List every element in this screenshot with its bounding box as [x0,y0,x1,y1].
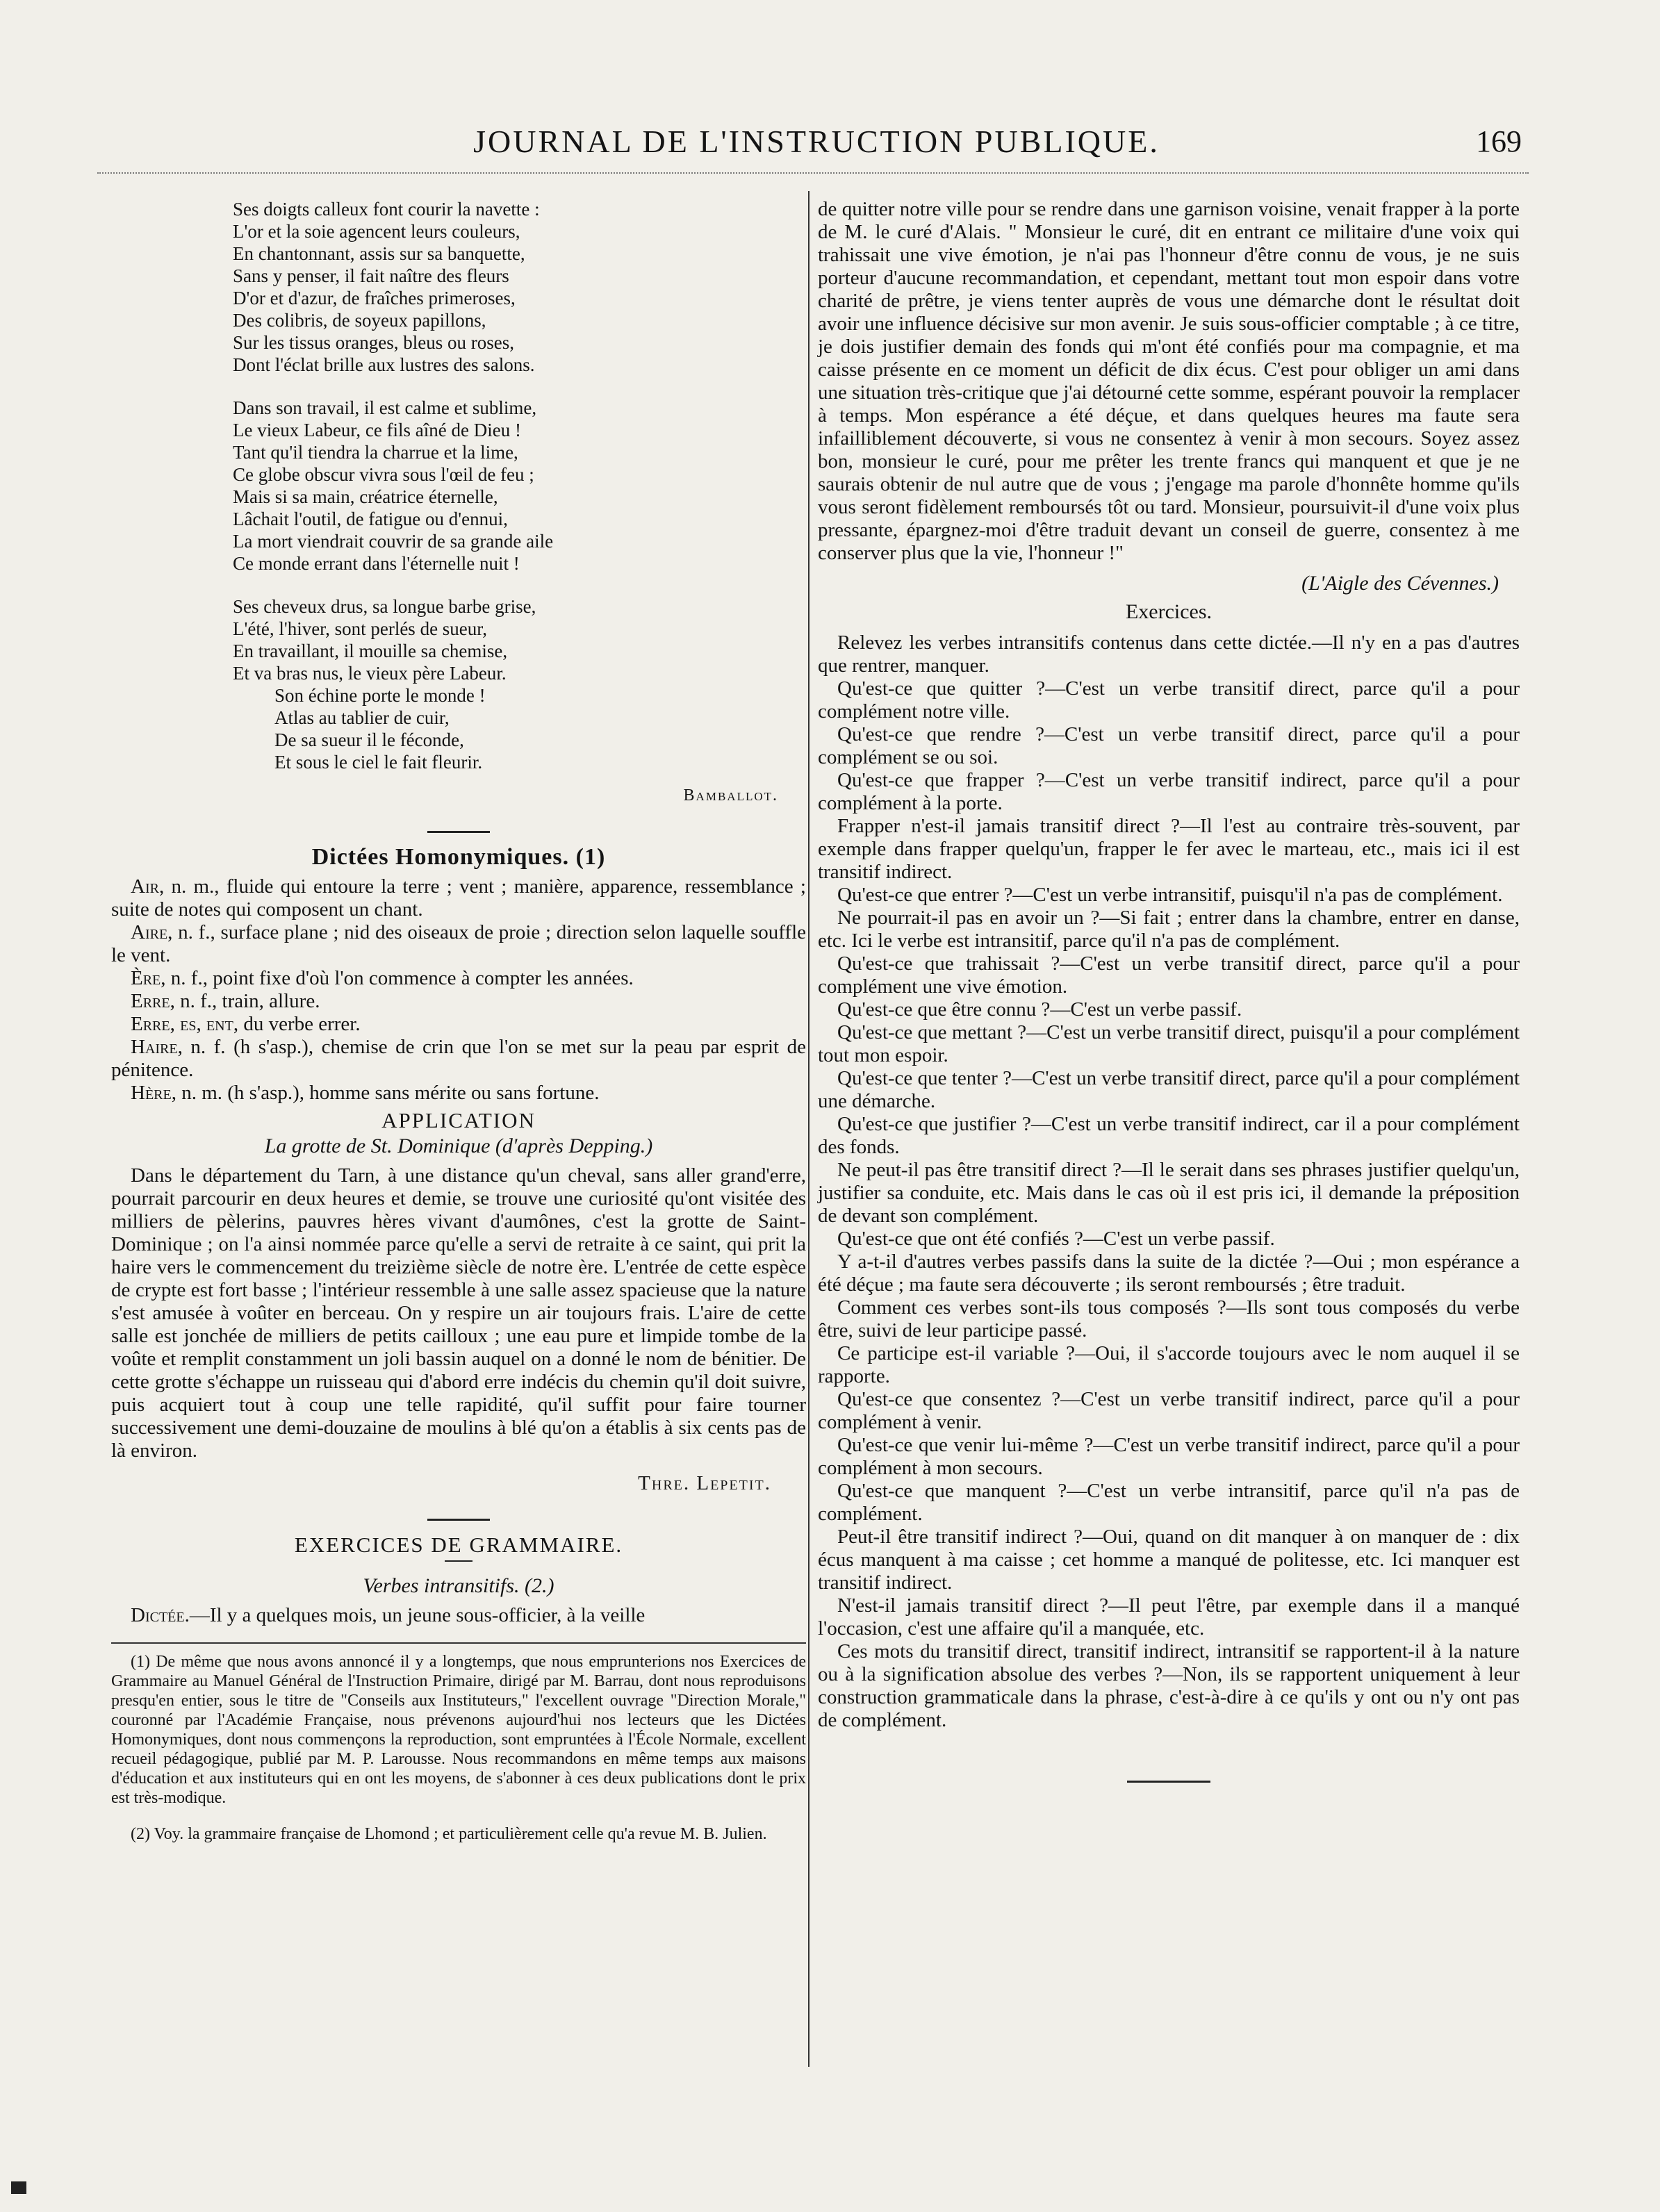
qa-paragraph: Qu'est-ce que rendre ?—C'est un verbe transitif direct, parce qu'il a pour complément se ou soi. [818,723,1520,768]
poem-line: Dont l'éclat brille aux lustres des salons. [233,354,535,375]
corner-mark [11,2181,26,2194]
poem-line: Et sous le ciel le fait fleurir. [274,752,483,773]
poem-line: Son échine porte le monde ! [274,685,486,706]
exercices-title: Exercices. [1125,600,1213,623]
dictees-title: Dictées Homonymiques. (1) [311,844,606,870]
qa-paragraph: Ce participe est-il variable ?—Oui, il s'accorde toujours avec le nom auquel il se rapporte. [818,1342,1520,1387]
entry-term: Air, [131,875,165,898]
poem-line: L'été, l'hiver, sont perlés de sueur, [233,618,487,639]
dictee-continuation: de quitter notre ville pour se rendre dans une garnison voisine, venait frapper à la porte de M. le curé d'Alais. " Monsieur le curé, dit en entrant ce militaire d'une voix qui trahissait une vive émotion, je n'ai pas l'honneur d'être connu de vous, je ne suis porteur d'aucune recommandation, et cependant, mettant tout mon espoir dans votre charité de prêtre, je viens tenter auprès de vous une démarche dont le résultat doit avoir une influence décisive sur mon avenir. Je suis sous-officier comptable ; à ce titre, je dois justifier demain des fonds qui m'ont été confiés pour ma compagnie, et ma caisse présente en ce moment un déficit de dix écus. C'est pour obliger un ami dans une situation très-critique que j'ai détourné cette somme, espérant pouvoir la remplacer à temps. Mon espérance a été déçue, et dans quelques heures ma faute sera infailliblement découverte, si vous ne consentez à venir à mon secours. Soyez assez bon, monsieur le curé, pour me prêter les trente francs qui manquent et que je ne saurais obtenir de nul autre que de vous ; j'engage ma parole d'honnête homme qu'ils vous seront fidèlement remboursés tôt ou tard. Monsieur, poursuivit-il d'une voix plus pressante, épargnez-moi d'être traduit devant un conseil de guerre, consentez à me conserver plus que la vie, l'honneur !" [818,198,1520,564]
poem-line: Des colibris, de soyeux papillons, [233,310,486,331]
dictee-start [111,1604,806,1627]
definition-entry [111,967,806,990]
entry-term: Erre, es, ent, [131,1013,239,1035]
poem-line: En travaillant, il mouille sa chemise, [233,641,508,661]
qa-paragraph: Qu'est-ce que mettant ?—C'est un verbe transitif direct, puisqu'il a pour complément tout mon espoir. [818,1021,1520,1066]
entry-term: Hère, [131,1082,176,1104]
qa-paragraph: Qu'est-ce que justifier ?—C'est un verbe transitif indirect, car il a pour complément des fonds. [818,1113,1520,1158]
grammar-subtitle: Verbes intransitifs. (2.) [363,1574,554,1597]
application-subtitle: La grotte de St. Dominique (d'après Depping.) [264,1134,653,1157]
poem-line: Tant qu'il tiendra la charrue et la lime, [233,442,518,463]
qa-paragraph: Qu'est-ce que venir lui-même ?—C'est un verbe transitif indirect, parce qu'il a pour complément à mon secours. [818,1434,1520,1479]
qa-paragraph: Qu'est-ce que consentez ?—C'est un verbe transitif indirect, parce qu'il a pour complément à venir. [818,1388,1520,1433]
entry-term: Erre, [131,990,175,1012]
title-rule [445,1560,472,1562]
qa-paragraph: Qu'est-ce que ont été confiés ?—C'est un verbe passif. [837,1228,1275,1250]
poem-stanza [233,198,806,376]
entry-term: Aire, [131,921,173,943]
poem-line: Dans son travail, il est calme et sublime, [233,397,537,418]
grammar-title: EXERCICES DE GRAMMAIRE. [294,1533,623,1557]
poem-line: En chantonnant, assis sur sa banquette, [233,243,525,264]
dictee-source: (L'Aigle des Cévennes.) [1301,572,1499,595]
qa-paragraph: Relevez les verbes intransitifs contenus dans cette dictée.—Il n'y en a pas d'autres que rentrer, manquer. [818,632,1520,677]
definition-entry [111,875,806,921]
application-title: APPLICATION [381,1108,536,1132]
qa-paragraph: Qu'est-ce que trahissait ?—C'est un verbe transitif direct, parce qu'il a pour complément une vive émotion. [818,952,1520,998]
poem-line: Sur les tissus oranges, bleus ou roses, [233,332,514,353]
definition-entry [111,921,806,967]
poem-stanza [233,595,806,773]
qa-paragraph: Qu'est-ce que manquent ?—C'est un verbe intransitif, parce qu'il n'a pas de complément. [818,1480,1520,1525]
qa-paragraph: Ne peut-il pas être transitif direct ?—Il le serait dans ses phrases justifier quelqu'un, justifier sa conduite, etc. Mais dans le cas où il est pris ici, il demande la préposition de devant son complément. [818,1159,1520,1227]
definition-entry [111,1082,806,1105]
application-text: Dans le département du Tarn, à une distance qu'un cheval, sans aller grand'erre, pourrait parcourir en deux heures et demie, se trouve une curiosité qu'ont visitée des milliers de pèlerins, pauvres hères vivant d'aumônes, c'est la grotte de Saint-Dominique ; on l'a ainsi nommée parce qu'elle a servi de retraite à ce saint, qui prit la haire vers le commencement du treizième siècle de notre ère. L'entrée de cette espèce de crypte est fort basse ; l'intérieur ressemble à une salle assez spacieuse que la nature s'est amusée à voûter en berceau. On y respire un air toujours frais. L'aire de cette salle est jonchée de milliers de petits cailloux ; une eau pure et limpide tombe de la voûte et remplit constamment un joli bassin auquel on a donné le nom de bénitier. De cette grotte s'échappe un ruisseau qui d'abord erre indécis du chemin qu'il doit suivre, puis acquiert tout à coup une telle rapidité, qu'il suffit pour faire tourner successivement une demi-douzaine de moulins à blé qu'on a établis à six cents pas de là environ. [111,1164,806,1462]
dictee-start-text: —Il y a quelques mois, un jeune sous-officier, à la veille [189,1604,646,1626]
right-column [818,198,1520,1783]
left-column [111,198,806,1860]
dictee-label: Dictée. [131,1604,190,1626]
entry-text: n. f. (h s'asp.), chemise de crin que l'on se met sur la peau par esprit de pénitence. [111,1036,806,1081]
qa-paragraph: Qu'est-ce que quitter ?—C'est un verbe transitif direct, parce qu'il a pour complément notre ville. [818,677,1520,723]
poem-line: Ses doigts calleux font courir la navette : [233,199,540,220]
poem [233,198,806,773]
page-number: 169 [1476,124,1522,158]
footnote: (1) De même que nous avons annoncé il y a longtemps, que nous emprunterions nos Exercices de Grammaire au Manuel Général de l'Instruction Primaire, dirigé par M. Barrau, dont nous reproduisons presqu'en entier, sous le titre de "Conseils aux Instituteurs," l'excellent ouvrage "Direction Morale," couronné par l'Académie Française, nous prévenons aujourd'hui nos lecteurs que les Dictées Homonymiques, dont nous commençons la reproduction, sont empruntées à l'École Normale, excellent recueil pédagogique, publié par M. P. Larousse. Nous recommandons en même temps aux maisons d'éducation et aux instituteurs qui en ont les moyens, de s'abonner à ces deux publications dont le prix est très-modique. [111,1653,806,1807]
qa-paragraph: Frapper n'est-il jamais transitif direct ?—Il l'est au contraire très-souvent, par exemple dans frapper quelqu'un, frapper le fer avec le marteau, etc., mais ici il est transitif indirect. [818,815,1520,883]
poem-line: Atlas au tablier de cuir, [274,707,450,728]
poem-line: Ce monde errant dans l'éternelle nuit ! [233,553,520,574]
poem-line: Ce globe obscur vivra sous l'œil de feu ; [233,464,534,485]
qa-paragraph: Qu'est-ce que frapper ?—C'est un verbe transitif indirect, parce qu'il a pour complément à la porte. [818,769,1520,814]
entry-text: n. f., point fixe d'où l'on commence à compter les années. [165,967,634,989]
application-signature: Thre. Lepetit. [638,1472,771,1494]
entry-term: Haire, [131,1036,183,1058]
poem-line: L'or et la soie agencent leurs couleurs, [233,221,520,242]
entry-term: Ère, [131,967,166,989]
poem-line: Et va bras nus, le vieux père Labeur. [233,663,507,684]
poem-line: D'or et d'azur, de fraîches primeroses, [233,288,516,308]
poem-author: Bamballot. [683,786,778,804]
column-divider [808,191,810,2067]
qa-paragraph: Qu'est-ce que tenter ?—C'est un verbe transitif direct, parce qu'il a pour complément une démarche. [818,1067,1520,1112]
entry-text: n. f., train, allure. [174,990,320,1012]
entry-text: du verbe errer. [238,1013,361,1035]
poem-line: Lâchait l'outil, de fatigue ou d'ennui, [233,509,508,529]
qa-paragraph: Ne pourrait-il pas en avoir un ?—Si fait ; entrer dans la chambre, entrer en danse, etc. Ici le verbe est intransitif, parce qu'il n'a pas de complément. [818,907,1520,952]
qa-paragraph: Qu'est-ce que être connu ?—C'est un verbe passif. [837,998,1242,1021]
end-rule [1127,1781,1210,1783]
section-rule [427,831,490,833]
definition-entry [111,1013,806,1036]
qa-paragraph: Peut-il être transitif indirect ?—Oui, quand on dit manquer à on manquer de : dix écus manquent à ma caisse ; cet homme a manqué de politesse, etc. Ici manquer est transitif indirect. [818,1526,1520,1594]
footnote: (2) Voy. la grammaire française de Lhomond ; et particulièrement celle qu'a revue M. B. Julien. [131,1825,767,1843]
poem-stanza [233,397,806,575]
poem-line: Le vieux Labeur, ce fils aîné de Dieu ! [233,420,521,440]
section-rule [427,1519,490,1521]
qa-paragraph: Qu'est-ce que entrer ?—C'est un verbe intransitif, puisqu'il n'a pas de complément. [837,884,1503,906]
entry-text: n. m. (h s'asp.), homme sans mérite ou sans fortune. [176,1082,600,1104]
poem-line: Sans y penser, il fait naître des fleurs [233,265,509,286]
qa-paragraph: Comment ces verbes sont-ils tous composés ?—Ils sont tous composés du verbe être, suivi de leur participe passé. [818,1296,1520,1342]
definition-entry [111,1036,806,1082]
definition-entry [111,990,806,1013]
entry-text: n. f., surface plane ; nid des oiseaux de proie ; direction selon laquelle souffle le vent. [111,921,806,966]
poem-line: Mais si sa main, créatrice éternelle, [233,486,498,507]
entry-text: n. m., fluide qui entoure la terre ; vent ; manière, apparence, ressemblance ; suite de notes qui composent un chant. [111,875,806,921]
poem-line: Ses cheveux drus, sa longue barbe grise, [233,596,536,617]
qa-paragraph: Ces mots du transitif direct, transitif indirect, intransitif se rapportent-il à la nature ou à la signification absolue des verbes ?—Non, ils se rapportent uniquement à leur construction grammaticale dans la phrase, c'est-à-dire à ce qu'ils y ont ou n'y ont pas de complément. [818,1640,1520,1731]
qa-paragraph: N'est-il jamais transitif direct ?—Il peut l'être, par exemple dans il a manqué l'occasion, c'est une affaire qu'il a manquée, etc. [818,1594,1520,1640]
footnotes [111,1642,806,1844]
qa-paragraph: Y a-t-il d'autres verbes passifs dans la suite de la dictée ?—Oui ; mon espérance a été déçue ; ma faute sera découverte ; ils seront remboursés ; être traduit. [818,1251,1520,1296]
header-rule [97,172,1529,174]
journal-title: JOURNAL DE L'INSTRUCTION PUBLIQUE. [473,123,1160,159]
page-header [111,117,1522,165]
poem-line: De sa sueur il le féconde, [274,729,464,750]
poem-line: La mort viendrait couvrir de sa grande aile [233,531,554,552]
